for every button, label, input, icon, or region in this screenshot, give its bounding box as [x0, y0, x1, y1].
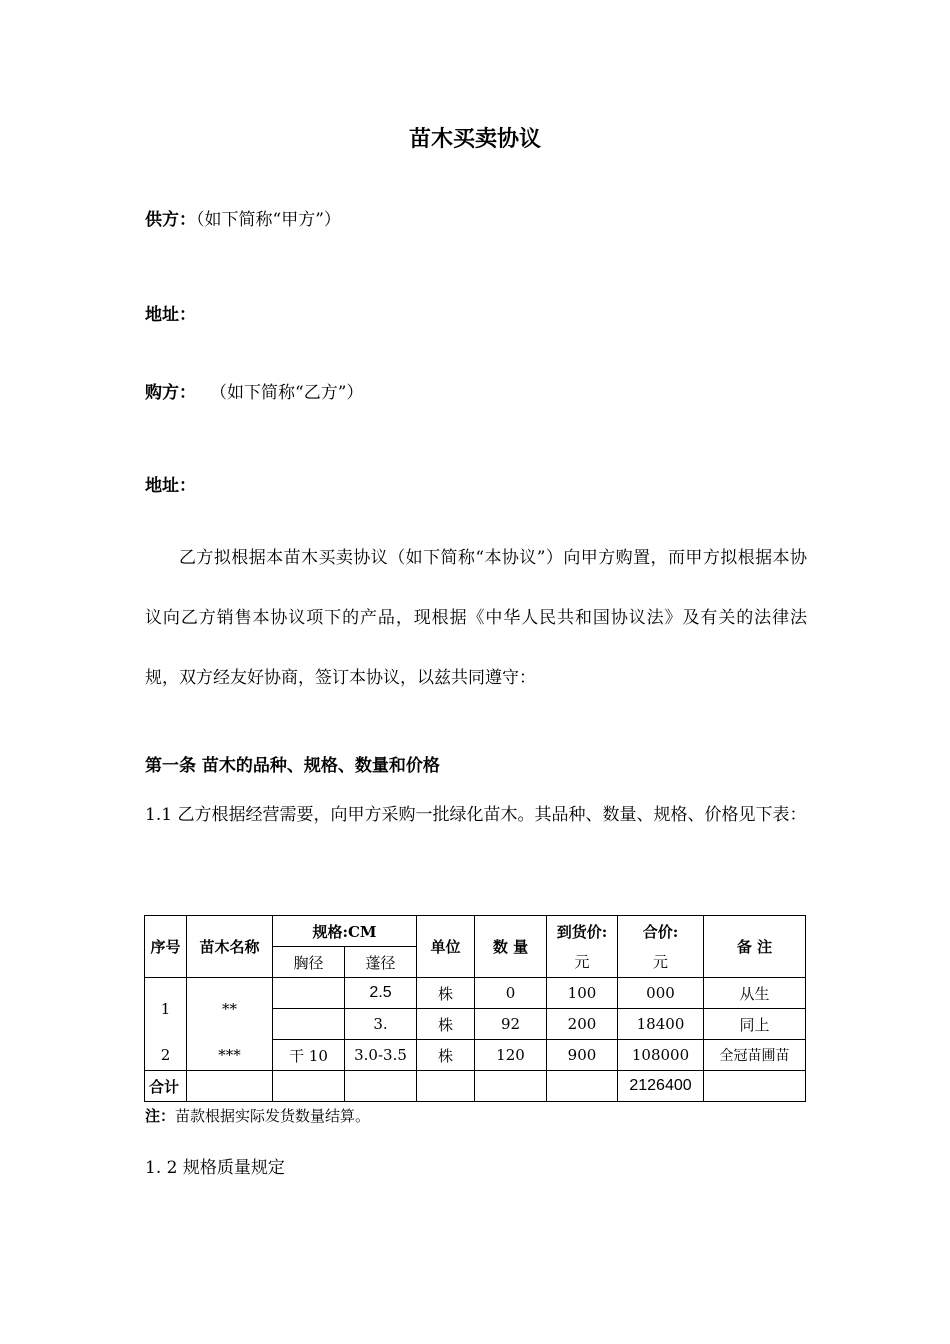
- buyer-label: 购方：: [145, 383, 196, 403]
- supplier-line: [145, 205, 341, 230]
- seedling-table: [144, 915, 806, 1102]
- cell-price: 100: [547, 978, 618, 1009]
- cell-unit: 株: [417, 1009, 475, 1040]
- cell-remark: 从生: [704, 978, 806, 1009]
- cell-dbh: 干 10: [273, 1040, 345, 1071]
- header-unit: 单位: [417, 916, 475, 978]
- table-row: [145, 1040, 806, 1071]
- cell-price: 900: [547, 1040, 618, 1071]
- article1-heading: 第一条 苗木的品种、规格、数量和价格: [145, 756, 440, 776]
- cell-name: ***: [187, 1040, 273, 1071]
- cell-price: 200: [547, 1009, 618, 1040]
- document-title: 苗木买卖协议: [408, 126, 541, 152]
- header-remark: 备 注: [704, 916, 806, 978]
- cell-dbh: [273, 978, 345, 1009]
- cell-remark: 同上: [704, 1009, 806, 1040]
- cell-total: 108000: [618, 1040, 704, 1071]
- supplier-label: 供方：: [145, 210, 196, 230]
- cell-total: 18400: [618, 1009, 704, 1040]
- supplier-text: （如下简称“甲方”）: [196, 210, 341, 230]
- buyer-line: [145, 378, 363, 403]
- cell-crown: 2.5: [345, 978, 417, 1009]
- note-text: 苗款根据实际发货数量结算。: [175, 1107, 371, 1125]
- buyer-address-label: 地址：: [145, 476, 196, 496]
- cell-index: 2: [145, 1040, 187, 1071]
- header-quantity: 数 量: [475, 916, 547, 978]
- header-price: 到货价:: [547, 916, 618, 947]
- cell-index: 1: [145, 978, 187, 1040]
- header-index: 序号: [145, 916, 187, 978]
- buyer-text: （如下简称“乙方”）: [210, 383, 364, 403]
- cell-remark: 全冠苗圃苗: [704, 1040, 806, 1071]
- intro-paragraph: 乙方拟根据本苗木买卖协议（如下简称“本协议”）向甲方购置，而甲方拟根据本协议向乙方销售本协议项下的产品，现根据《中华人民共和国协议法》及有关的法律法规，双方经友好协商，签订本协议，以兹共同遵守：: [145, 548, 807, 688]
- header-price-unit: 元: [547, 947, 618, 978]
- header-total-unit: 元: [618, 947, 704, 978]
- note-label: 注：: [145, 1107, 176, 1125]
- clause-1-1: 1.1 乙方根据经营需要，向甲方采购一批绿化苗木。其品种、数量、规格、价格见下表：: [145, 805, 807, 825]
- sum-total: 2126400: [618, 1071, 704, 1102]
- cell-total: 000: [618, 978, 704, 1009]
- table-sum-row: [145, 1071, 806, 1102]
- clause-1-2: 1. 2 规格质量规定: [145, 1158, 285, 1178]
- cell-unit: 株: [417, 978, 475, 1009]
- cell-quantity: 120: [475, 1040, 547, 1071]
- cell-unit: 株: [417, 1040, 475, 1071]
- sum-label: 合计: [145, 1071, 187, 1102]
- cell-dbh: [273, 1009, 345, 1040]
- cell-crown: 3.0-3.5: [345, 1040, 417, 1071]
- cell-name: **: [187, 978, 273, 1040]
- table-row: [145, 978, 806, 1009]
- cell-quantity: 92: [475, 1009, 547, 1040]
- header-name: 苗木名称: [187, 916, 273, 978]
- cell-crown: 3.: [345, 1009, 417, 1040]
- cell-quantity: 0: [475, 978, 547, 1009]
- header-spec-dbh: 胸径: [273, 947, 345, 978]
- header-spec: 规格:CM: [273, 916, 417, 947]
- table-note: [145, 1105, 370, 1126]
- table-header-row: [145, 916, 806, 947]
- header-total: 合价:: [618, 916, 704, 947]
- supplier-address-label: 地址：: [145, 305, 196, 325]
- header-spec-crown: 蓬径: [345, 947, 417, 978]
